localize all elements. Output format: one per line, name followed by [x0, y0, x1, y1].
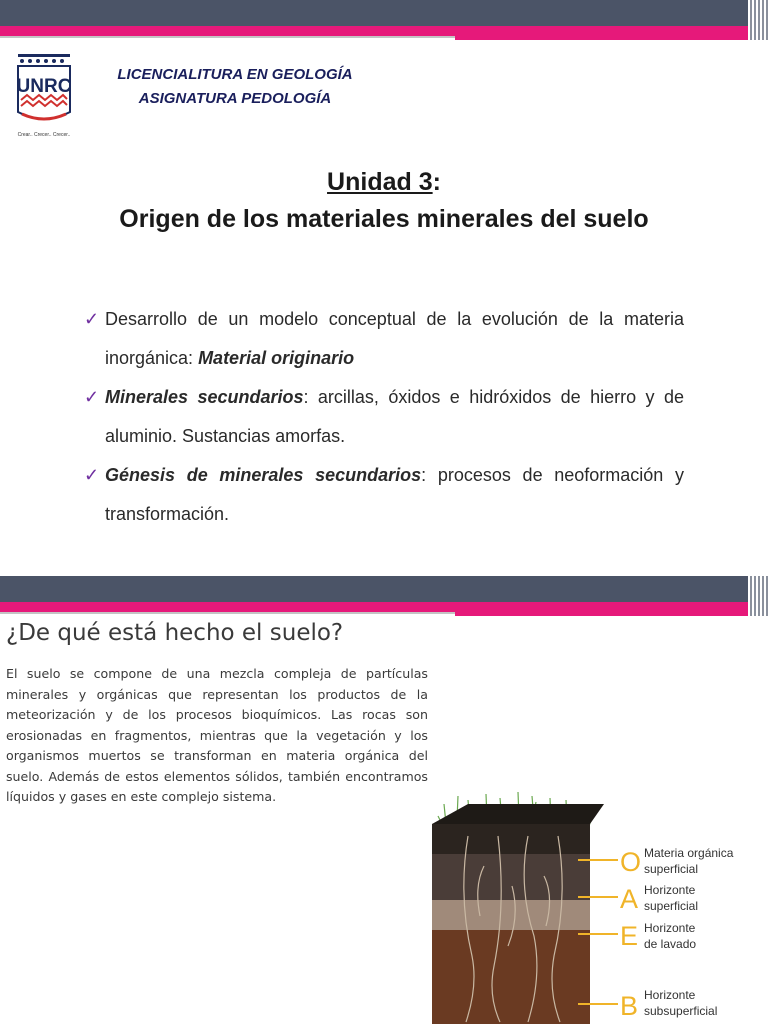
horizon-b-letter: B	[620, 991, 639, 1021]
horizon-b-layer	[432, 930, 590, 1024]
bullet-text: : arcillas, óxidos e hidróxidos de hierro y de aluminio. Sustancias amorfas.	[105, 387, 684, 446]
unrc-logo	[16, 52, 72, 140]
slide-2-paragraph: El suelo se compone de una mezcla compleja de partículas minerales y orgánicas que representan los productos de la meteorización y de los procesos bioquímicos. Las rocas son erosionadas en fragmentos, mientras que la vegetación y los organismos muertos se transforman en materia orgánica del suelo. Además de estos elementos sólidos, también encontramos líquidos y gases en este complejo sistema.	[6, 666, 428, 804]
bullet-lead: Génesis de minerales secundarios	[105, 465, 422, 485]
checkmark-icon: ✓	[84, 465, 100, 485]
pink-band-right	[455, 36, 768, 40]
top-band	[0, 0, 768, 26]
bullet-item	[84, 456, 684, 534]
horizon-o-letter: O	[620, 847, 642, 877]
checkmark-icon: ✓	[84, 309, 100, 329]
stripe-decoration	[748, 576, 768, 616]
bullet-text: Desarrollo de un modelo conceptual de la evolución de la materia inorgánica:	[105, 309, 684, 368]
bullet-list	[84, 300, 684, 534]
horizon-e-label-2: de lavado	[644, 937, 697, 951]
stripe-decoration	[748, 0, 768, 40]
soil-profile-diagram	[408, 786, 768, 1024]
slide-2	[0, 576, 768, 1024]
pink-band	[0, 602, 768, 612]
horizon-a-layer	[432, 854, 590, 900]
bullet-item	[84, 300, 684, 378]
pink-band-right	[455, 612, 768, 616]
horizon-e-layer	[432, 900, 590, 930]
header-line-2: ASIGNATURA PEDOLOGÍA	[138, 90, 332, 107]
svg-text:UNRC: UNRC	[16, 76, 72, 97]
top-band	[0, 576, 768, 602]
slide-title: Origen de los materiales minerales del suelo	[119, 205, 649, 233]
horizon-a-letter: A	[620, 884, 639, 914]
slide-2-title: ¿De qué está hecho el suelo?	[6, 620, 344, 646]
unit-title	[0, 168, 768, 197]
unit-label: Unidad 3	[327, 168, 433, 196]
bullet-lead: Minerales secundarios	[105, 387, 304, 407]
bullet-item	[84, 378, 684, 456]
gray-band	[0, 612, 455, 614]
horizon-e-letter: E	[620, 921, 639, 951]
header-line-1: LICENCIALITURA EN GEOLOGÍA	[117, 66, 353, 83]
horizon-a-label-1: Horizonte	[644, 883, 696, 897]
horizon-o-label-2: superficial	[644, 862, 699, 876]
checkmark-icon: ✓	[84, 387, 100, 407]
gray-band	[0, 36, 455, 38]
bullet-emphasis: Material originario	[198, 348, 355, 368]
bullet-text: : procesos de neoformación y transformación.	[105, 465, 684, 524]
horizon-b-label-1: Horizonte	[644, 988, 696, 1002]
horizon-b-label-2: subsuperficial	[644, 1004, 718, 1018]
horizon-o-label-1: Materia orgánica	[644, 846, 734, 860]
pink-band	[0, 26, 768, 36]
svg-text:Crear.. Crecer.. Crecer..: Crear.. Crecer.. Crecer..	[17, 132, 71, 138]
unit-colon: :	[432, 168, 441, 196]
horizon-a-label-2: superficial	[644, 899, 699, 913]
horizon-e-label-1: Horizonte	[644, 921, 696, 935]
